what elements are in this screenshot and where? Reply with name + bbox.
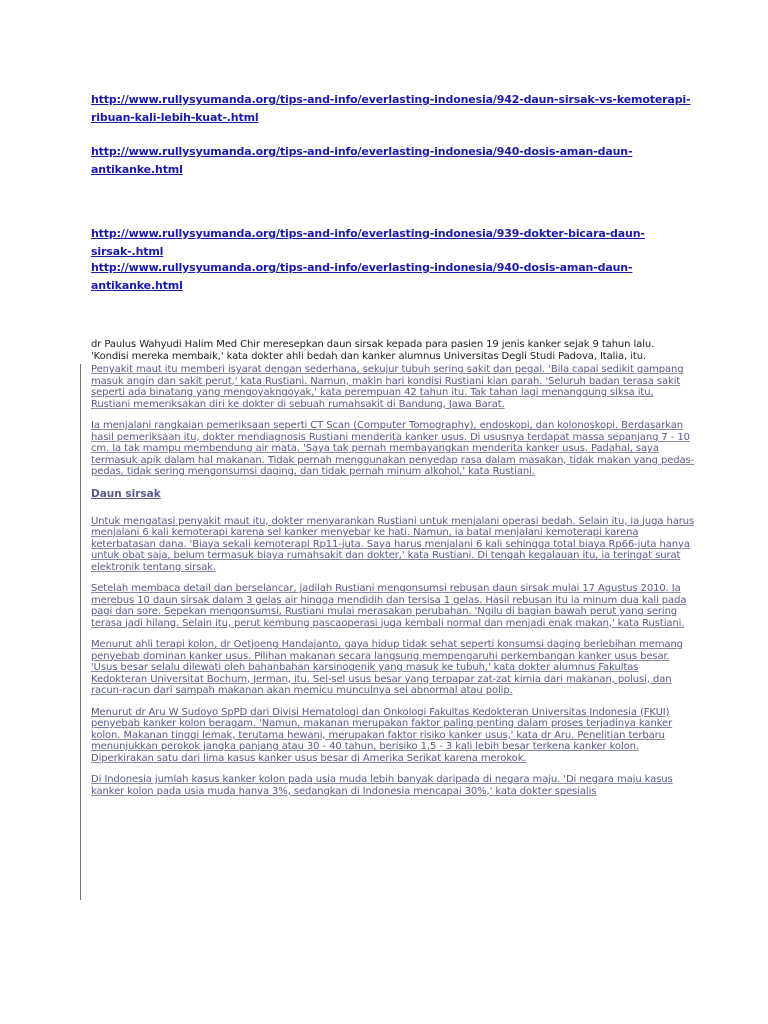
link-line: http://www.rullysyumanda.org/tips-and-info/everlasting-indonesia/940-dosis-aman-daun- [91, 261, 633, 274]
link-line: ribuan-kali-lebih-kuat-.html [91, 111, 259, 124]
link-line: http://www.rullysyumanda.org/tips-and-info/everlasting-indonesia/939-dokter-bicara-daun-sirsak-.html [91, 227, 645, 258]
link-daun-sirsak-vs-kemoterapi[interactable] [91, 91, 691, 127]
link-dosis-aman-daun[interactable] [91, 143, 691, 179]
link-line: http://www.rullysyumanda.org/tips-and-info/everlasting-indonesia/942-daun-sirsak-vs-kemoterapi- [91, 93, 691, 106]
article-paragraph: Setelah membaca detail dan berselancar, jadilah Rustiani mengonsumsi rebusan daun sirsak mulai 17 Agustus 2010. Ia merebus 10 daun sirsak dalam 3 gelas air hingga mendidih dan tersisa 1 gelas. Hasil rebusan itu ia minum dua kali pada pagi dan sore. Sepekan mengonsumsi, Rustiani mulai merasakan perubahan. 'Ngilu di bagian bawah perut yang sering terasa jadi hilang. Selain itu, perut kembung pascaoperasi juga kembali normal dan menjadi enak makan,' kata Rustiani. [91, 583, 687, 629]
article-paragraph: Menurut ahli terapi kolon, dr Oetjoeng Handajanto, gaya hidup tidak sehat seperti konsumsi daging berlebihan memang penyebab dominan kanker usus. Pilihan makanan secara langsung mempengaruhi perkembangan kanker usus besar. 'Usus besar selalu dilewati oleh bahanbahan karsinogenik yang masuk ke tubuh,' kata dokter alumnus Fakultas Kedokteran Universitat Bochum, Jerman, itu. Sel-sel usus besar yang terpapar zat-zat kimia dari makanan, polusi, dan racun-racun dari sampah makanan akan memicu munculnya sel abnormal atau polip. [91, 639, 683, 696]
link-dokter-bicara-daun-sirsak[interactable] [91, 225, 711, 261]
article-body [80, 364, 695, 900]
link-line: antikanke.html [91, 279, 183, 292]
section-heading: Daun sirsak [91, 487, 161, 500]
intro-paragraph: dr Paulus Wahyudi Halim Med Chir meresepkan daun sirsak kepada para pasien 19 jenis kanker sejak 9 tahun lalu. 'Kondisi mereka membaik,' kata dokter ahli bedah dan kanker alumnus Universitas Degli Studi Padova, Italia, itu. [91, 339, 655, 362]
link-line: http://www.rullysyumanda.org/tips-and-info/everlasting-indonesia/940-dosis-aman-daun- [91, 145, 633, 158]
article-paragraph: Untuk mengatasi penyakit maut itu, dokter menyarankan Rustiani untuk menjalani operasi bedah. Selain itu, ia juga harus menjalani 6 kali kemoterapi karena sel kanker menyebar ke hati. Namun, ia batal menjalani kemoterapi karena keterbatasan dana. 'Biaya sekali kemoterapi Rp11-juta. Saya harus menjalani 6 kali sehingga total biaya Rp66-juta hanya untuk obat saja, belum termasuk biaya rumahsakit dan dokter,' kata Rustiani. Di tengah kegalauan itu, ia teringat surat elektronik tentang sirsak. [91, 515, 695, 573]
article-paragraph: Penyakit maut itu memberi isyarat dengan sederhana, sekujur tubuh sering sakit dan pegal. 'Bila capai sedikit gampang masuk angin dan sakit perut,' kata Rustiani. Namun, makin hari kondisi Rustiani kian parah. 'Seluruh badan terasa sakit seperti ada binatang yang mengoyakngoyak,' kata perempuan 42 tahun itu. Tak tahan lagi menanggung siksa itu, Rustiani memeriksakan diri ke dokter di sebuah rumahsakit di Bandung, Jawa Barat. [91, 364, 684, 410]
article-paragraph: Menurut dr Aru W Sudoyo SpPD dari Divisi Hematologi dan Onkologi Fakultas Kedokteran Universitas Indonesia (FKUI) penyebab kanker kolon beragam. 'Namun, makanan merupakan faktor paling penting dalam proses terjadinya kanker kolon. Makanan tinggi lemak, terutama hewani, merupakan faktor risiko kanker usus,' kata dr Aru. Penelitian terbaru menunjukkan perokok jangka panjang atau 30 - 40 tahun, berisiko 1,5 - 3 kali lebih besar terkena kanker kolon. Diperkirakan satu dari lima kasus kanker usus besar di Amerika Serikat karena merokok. [91, 706, 673, 764]
article-paragraph: Di Indonesia jumlah kasus kanker kolon pada usia muda lebih banyak daripada di negara maju. 'Di negara maju kasus kanker kolon pada usia muda hanya 3%, sedangkan di Indonesia mencapai 30%,' kata dokter spesialis [91, 774, 673, 797]
link-line: antikanke.html [91, 163, 183, 176]
article-paragraph: Ia menjalani rangkaian pemeriksaan seperti CT Scan (Computer Tomography), endoskopi, dan kolonoskopi. Berdasarkan hasil pemeriksaan itu, dokter mendiagnosis Rustiani menderita kanker usus. Di ususnya terdapat massa sepanjang 7 - 10 cm. Ia tak mampu membendung air mata. 'Saya tak pernah membayangkan menderita kanker usus. Padahal, saya termasuk apik dalam hal makanan. Tidak pernah menggunakan penyedap rasa dalam masakan, tidak makan yang pedas-pedas, tidak sering mengonsumsi daging, dan tidak pernah minum alkohol,' kata Rustiani. [91, 420, 695, 477]
link-dosis-aman-daun-repeat[interactable] [91, 259, 691, 295]
